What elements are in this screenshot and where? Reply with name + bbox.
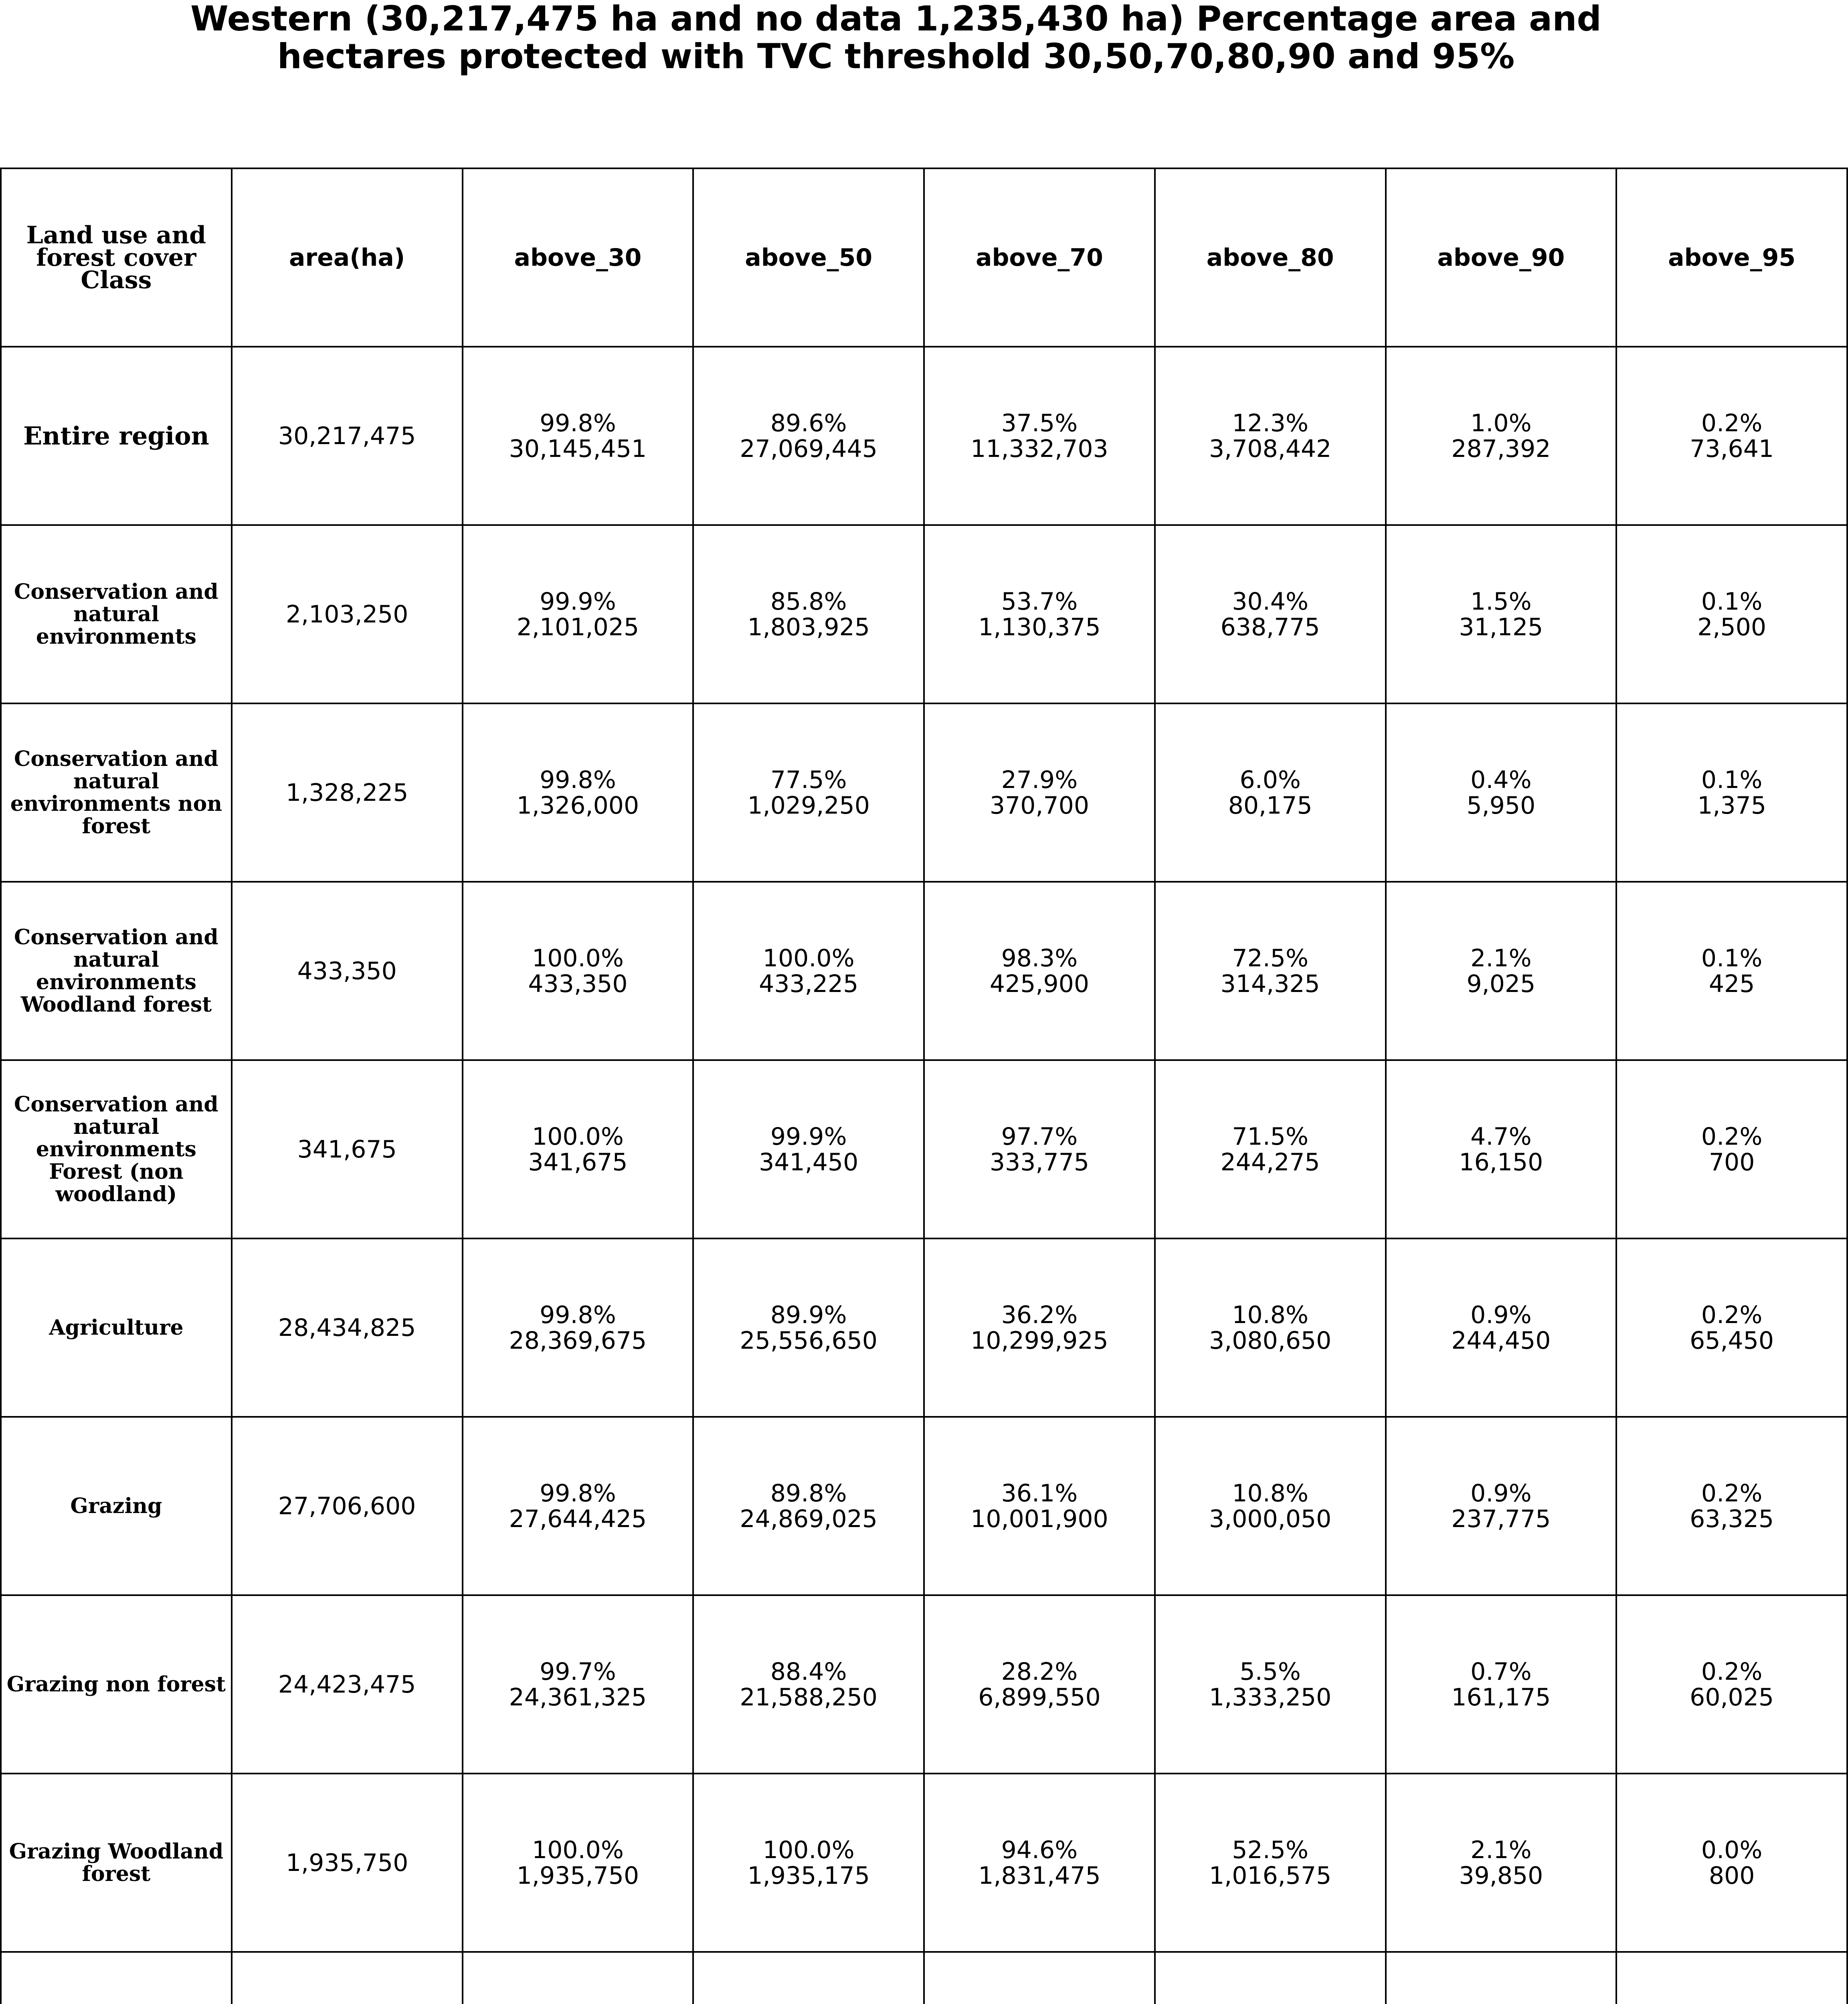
value-cell	[1155, 1952, 1386, 2004]
value-cell	[924, 1238, 1155, 1417]
value-cell	[1155, 1060, 1386, 1238]
hectare-value: 161,175	[1451, 1683, 1551, 1711]
hectare-value: 425	[1708, 970, 1755, 998]
percent-value: 36.1%	[1001, 1479, 1078, 1507]
percent-value: 37.5%	[1001, 409, 1078, 437]
value-cell	[1616, 347, 1847, 525]
value-cell	[1386, 1060, 1617, 1238]
class-cell	[1, 1952, 232, 2004]
value-cell	[463, 1595, 694, 1774]
value-cell	[693, 703, 924, 882]
value-cell	[1616, 882, 1847, 1060]
header-cell-area-ha-: area(ha)	[232, 168, 463, 347]
class-cell: Entire region	[1, 347, 232, 525]
percent-value: 4.7%	[1470, 1122, 1532, 1151]
area-cell: 1,328,225	[232, 703, 463, 882]
value-cell	[1616, 525, 1847, 703]
percent-value: 0.2%	[1701, 1479, 1763, 1507]
hectare-value: 31,125	[1459, 613, 1543, 641]
hectare-value: 27,644,425	[509, 1505, 647, 1533]
hectare-value: 1,803,925	[747, 613, 870, 641]
percent-value: 1.5%	[1470, 587, 1532, 616]
value-cell	[1616, 1417, 1847, 1595]
hectare-value: 333,775	[989, 1148, 1089, 1176]
value-cell	[463, 1238, 694, 1417]
hectare-value: 1,935,175	[747, 1861, 870, 1890]
percent-value: 27.9%	[1001, 766, 1078, 794]
percent-value: 0.7%	[1470, 1657, 1532, 1686]
table-row	[1, 1774, 1847, 1952]
hectare-value: 1,935,750	[516, 1861, 639, 1890]
hectare-value: 1,016,575	[1209, 1861, 1332, 1890]
percent-value: 1.0%	[1470, 409, 1532, 437]
percent-value: 0.0%	[1701, 1836, 1763, 1864]
value-cell	[463, 703, 694, 882]
percent-value: 89.9%	[770, 1301, 847, 1329]
value-cell	[1155, 882, 1386, 1060]
value-cell	[693, 1952, 924, 2004]
percent-value: 0.2%	[1701, 1122, 1763, 1151]
percent-value: 99.9%	[540, 587, 616, 616]
hectare-value: 11,332,703	[971, 434, 1108, 463]
value-cell	[1386, 1238, 1617, 1417]
area-cell	[232, 1952, 463, 2004]
hectare-value: 24,361,325	[509, 1683, 647, 1711]
hectare-value: 287,392	[1451, 434, 1551, 463]
hectare-value: 1,375	[1697, 791, 1767, 820]
class-cell: Grazing	[1, 1417, 232, 1595]
value-cell	[924, 1060, 1155, 1238]
value-cell	[1386, 703, 1617, 882]
percent-value: 30.4%	[1232, 587, 1308, 616]
hectare-value: 1,130,375	[978, 613, 1101, 641]
hectare-value: 10,299,925	[971, 1326, 1108, 1355]
value-cell	[924, 1595, 1155, 1774]
area-cell: 2,103,250	[232, 525, 463, 703]
class-cell: Grazing Woodland forest	[1, 1774, 232, 1952]
value-cell	[1616, 1595, 1847, 1774]
value-cell	[1155, 703, 1386, 882]
hectare-value: 9,025	[1466, 970, 1536, 998]
value-cell	[463, 1952, 694, 2004]
value-cell	[693, 1595, 924, 1774]
percent-value: 99.9%	[770, 1122, 847, 1151]
percent-value: 2.1%	[1470, 1836, 1532, 1864]
area-cell: 27,706,600	[232, 1417, 463, 1595]
hectare-value: 244,275	[1220, 1148, 1320, 1176]
hectare-value: 65,450	[1690, 1326, 1774, 1355]
value-cell	[1155, 1595, 1386, 1774]
header-cell-above-95: above_95	[1616, 168, 1847, 347]
value-cell	[924, 1417, 1155, 1595]
percent-value: 0.2%	[1701, 1301, 1763, 1329]
hectare-value: 2,101,025	[516, 613, 639, 641]
hectare-value: 24,869,025	[740, 1505, 877, 1533]
value-cell	[1386, 1774, 1617, 1952]
hectare-value: 73,641	[1690, 434, 1774, 463]
percent-value: 99.8%	[540, 1301, 616, 1329]
value-cell	[693, 525, 924, 703]
percent-value: 0.1%	[1701, 587, 1763, 616]
percent-value: 85.8%	[770, 587, 847, 616]
percent-value: 99.8%	[540, 409, 616, 437]
value-cell	[924, 703, 1155, 882]
percent-value: 100.0%	[762, 1836, 855, 1864]
class-cell: Agriculture	[1, 1238, 232, 1417]
percent-value: 97.7%	[1001, 1122, 1078, 1151]
value-cell	[463, 347, 694, 525]
value-cell	[1386, 1952, 1617, 2004]
value-cell	[693, 1417, 924, 1595]
percent-value: 0.4%	[1470, 766, 1532, 794]
percent-value: 52.5%	[1232, 1836, 1308, 1864]
percent-value: 53.7%	[1001, 587, 1078, 616]
hectare-value: 21,588,250	[740, 1683, 877, 1711]
hectare-value: 433,225	[759, 970, 859, 998]
value-cell	[924, 882, 1155, 1060]
hectare-value: 1,333,250	[1209, 1683, 1332, 1711]
percent-value: 72.5%	[1232, 944, 1308, 972]
value-cell	[1386, 347, 1617, 525]
table-row	[1, 882, 1847, 1060]
value-cell	[463, 1417, 694, 1595]
value-cell	[1616, 1060, 1847, 1238]
percent-value: 5.5%	[1239, 1657, 1301, 1686]
class-cell: Conservation and natural environments	[1, 525, 232, 703]
value-cell	[1155, 1238, 1386, 1417]
class-cell: Conservation and natural environments Woodland forest	[1, 882, 232, 1060]
hectare-value: 1,831,475	[978, 1861, 1101, 1890]
value-cell	[463, 882, 694, 1060]
header-cell-above-70: above_70	[924, 168, 1155, 347]
percent-value: 0.9%	[1470, 1479, 1532, 1507]
value-cell	[1616, 703, 1847, 882]
percent-value: 99.7%	[540, 1657, 616, 1686]
table-row	[1, 1417, 1847, 1595]
hectare-value: 341,450	[759, 1148, 859, 1176]
percent-value: 100.0%	[762, 944, 855, 972]
hectare-value: 6,899,550	[978, 1683, 1101, 1711]
percent-value: 2.1%	[1470, 944, 1532, 972]
percent-value: 0.2%	[1701, 1657, 1763, 1686]
hectare-value: 341,675	[528, 1148, 628, 1176]
value-cell	[1155, 525, 1386, 703]
hectare-value: 237,775	[1451, 1505, 1551, 1533]
percent-value: 88.4%	[770, 1657, 847, 1686]
title-line-2: hectares protected with TVC threshold 30,50,70,80,90 and 95%	[277, 36, 1515, 77]
value-cell	[924, 1952, 1155, 2004]
hectare-value: 27,069,445	[740, 434, 877, 463]
percent-value: 0.9%	[1470, 1301, 1532, 1329]
value-cell	[463, 525, 694, 703]
hectare-value: 244,450	[1451, 1326, 1551, 1355]
percent-value: 6.0%	[1239, 766, 1301, 794]
table-row	[1, 1238, 1847, 1417]
percent-value: 10.8%	[1232, 1479, 1308, 1507]
area-cell: 341,675	[232, 1060, 463, 1238]
table-row	[1, 703, 1847, 882]
area-cell: 24,423,475	[232, 1595, 463, 1774]
value-cell	[1155, 347, 1386, 525]
hectare-value: 800	[1708, 1861, 1755, 1890]
hectare-value: 80,175	[1228, 791, 1312, 820]
protection-table	[0, 168, 1848, 2004]
percent-value: 100.0%	[532, 1122, 624, 1151]
hectare-value: 3,000,050	[1209, 1505, 1332, 1533]
header-cell-above-50: above_50	[693, 168, 924, 347]
percent-value: 100.0%	[532, 944, 624, 972]
header-cell-above-90: above_90	[1386, 168, 1617, 347]
page-title	[0, 0, 1792, 75]
value-cell	[463, 1060, 694, 1238]
percent-value: 89.6%	[770, 409, 847, 437]
value-cell	[1155, 1774, 1386, 1952]
area-cell: 1,935,750	[232, 1774, 463, 1952]
value-cell	[1386, 525, 1617, 703]
hectare-value: 370,700	[989, 791, 1089, 820]
value-cell	[1386, 1595, 1617, 1774]
hectare-value: 28,369,675	[509, 1326, 647, 1355]
percent-value: 100.0%	[532, 1836, 624, 1864]
percent-value: 98.3%	[1001, 944, 1078, 972]
value-cell	[693, 347, 924, 525]
percent-value: 77.5%	[770, 766, 847, 794]
percent-value: 0.2%	[1701, 409, 1763, 437]
hectare-value: 5,950	[1466, 791, 1536, 820]
hectare-value: 10,001,900	[971, 1505, 1108, 1533]
area-cell: 433,350	[232, 882, 463, 1060]
hectare-value: 1,326,000	[516, 791, 639, 820]
hectare-value: 638,775	[1220, 613, 1320, 641]
table-row	[1, 525, 1847, 703]
class-cell: Conservation and natural environments Forest (non woodland)	[1, 1060, 232, 1238]
header-row	[1, 168, 1847, 347]
area-cell: 28,434,825	[232, 1238, 463, 1417]
percent-value: 94.6%	[1001, 1836, 1078, 1864]
header-cell-above-30: above_30	[463, 168, 694, 347]
header-cell-class: Land use and forest cover Class	[1, 168, 232, 347]
percent-value: 99.8%	[540, 766, 616, 794]
value-cell	[924, 525, 1155, 703]
class-cell: Grazing non forest	[1, 1595, 232, 1774]
value-cell	[1616, 1238, 1847, 1417]
hectare-value: 25,556,650	[740, 1326, 877, 1355]
hectare-value: 1,029,250	[747, 791, 870, 820]
hectare-value: 425,900	[989, 970, 1089, 998]
value-cell	[693, 1060, 924, 1238]
value-cell	[1616, 1952, 1847, 2004]
title-line-1: Western (30,217,475 ha and no data 1,235,430 ha) Percentage area and	[190, 0, 1601, 39]
hectare-value: 63,325	[1690, 1505, 1774, 1533]
hectare-value: 3,080,650	[1209, 1326, 1332, 1355]
hectare-value: 3,708,442	[1209, 434, 1332, 463]
hectare-value: 60,025	[1690, 1683, 1774, 1711]
hectare-value: 39,850	[1459, 1861, 1543, 1890]
hectare-value: 314,325	[1220, 970, 1320, 998]
value-cell	[924, 1774, 1155, 1952]
table-row	[1, 347, 1847, 525]
percent-value: 0.1%	[1701, 766, 1763, 794]
percent-value: 36.2%	[1001, 1301, 1078, 1329]
table-row	[1, 1060, 1847, 1238]
value-cell	[693, 1238, 924, 1417]
hectare-value: 433,350	[528, 970, 628, 998]
value-cell	[1386, 1417, 1617, 1595]
class-cell: Conservation and natural environments non forest	[1, 703, 232, 882]
hectare-value: 16,150	[1459, 1148, 1543, 1176]
area-cell: 30,217,475	[232, 347, 463, 525]
value-cell	[693, 1774, 924, 1952]
hectare-value: 2,500	[1697, 613, 1767, 641]
value-cell	[693, 882, 924, 1060]
percent-value: 71.5%	[1232, 1122, 1308, 1151]
hectare-value: 700	[1708, 1148, 1755, 1176]
value-cell	[463, 1774, 694, 1952]
value-cell	[1616, 1774, 1847, 1952]
value-cell	[1155, 1417, 1386, 1595]
table-row	[1, 1952, 1847, 2004]
percent-value: 89.8%	[770, 1479, 847, 1507]
value-cell	[1386, 882, 1617, 1060]
table-row	[1, 1595, 1847, 1774]
percent-value: 99.8%	[540, 1479, 616, 1507]
percent-value: 0.1%	[1701, 944, 1763, 972]
hectare-value: 30,145,451	[509, 434, 647, 463]
percent-value: 10.8%	[1232, 1301, 1308, 1329]
percent-value: 12.3%	[1232, 409, 1308, 437]
percent-value: 28.2%	[1001, 1657, 1078, 1686]
value-cell	[924, 347, 1155, 525]
header-cell-above-80: above_80	[1155, 168, 1386, 347]
